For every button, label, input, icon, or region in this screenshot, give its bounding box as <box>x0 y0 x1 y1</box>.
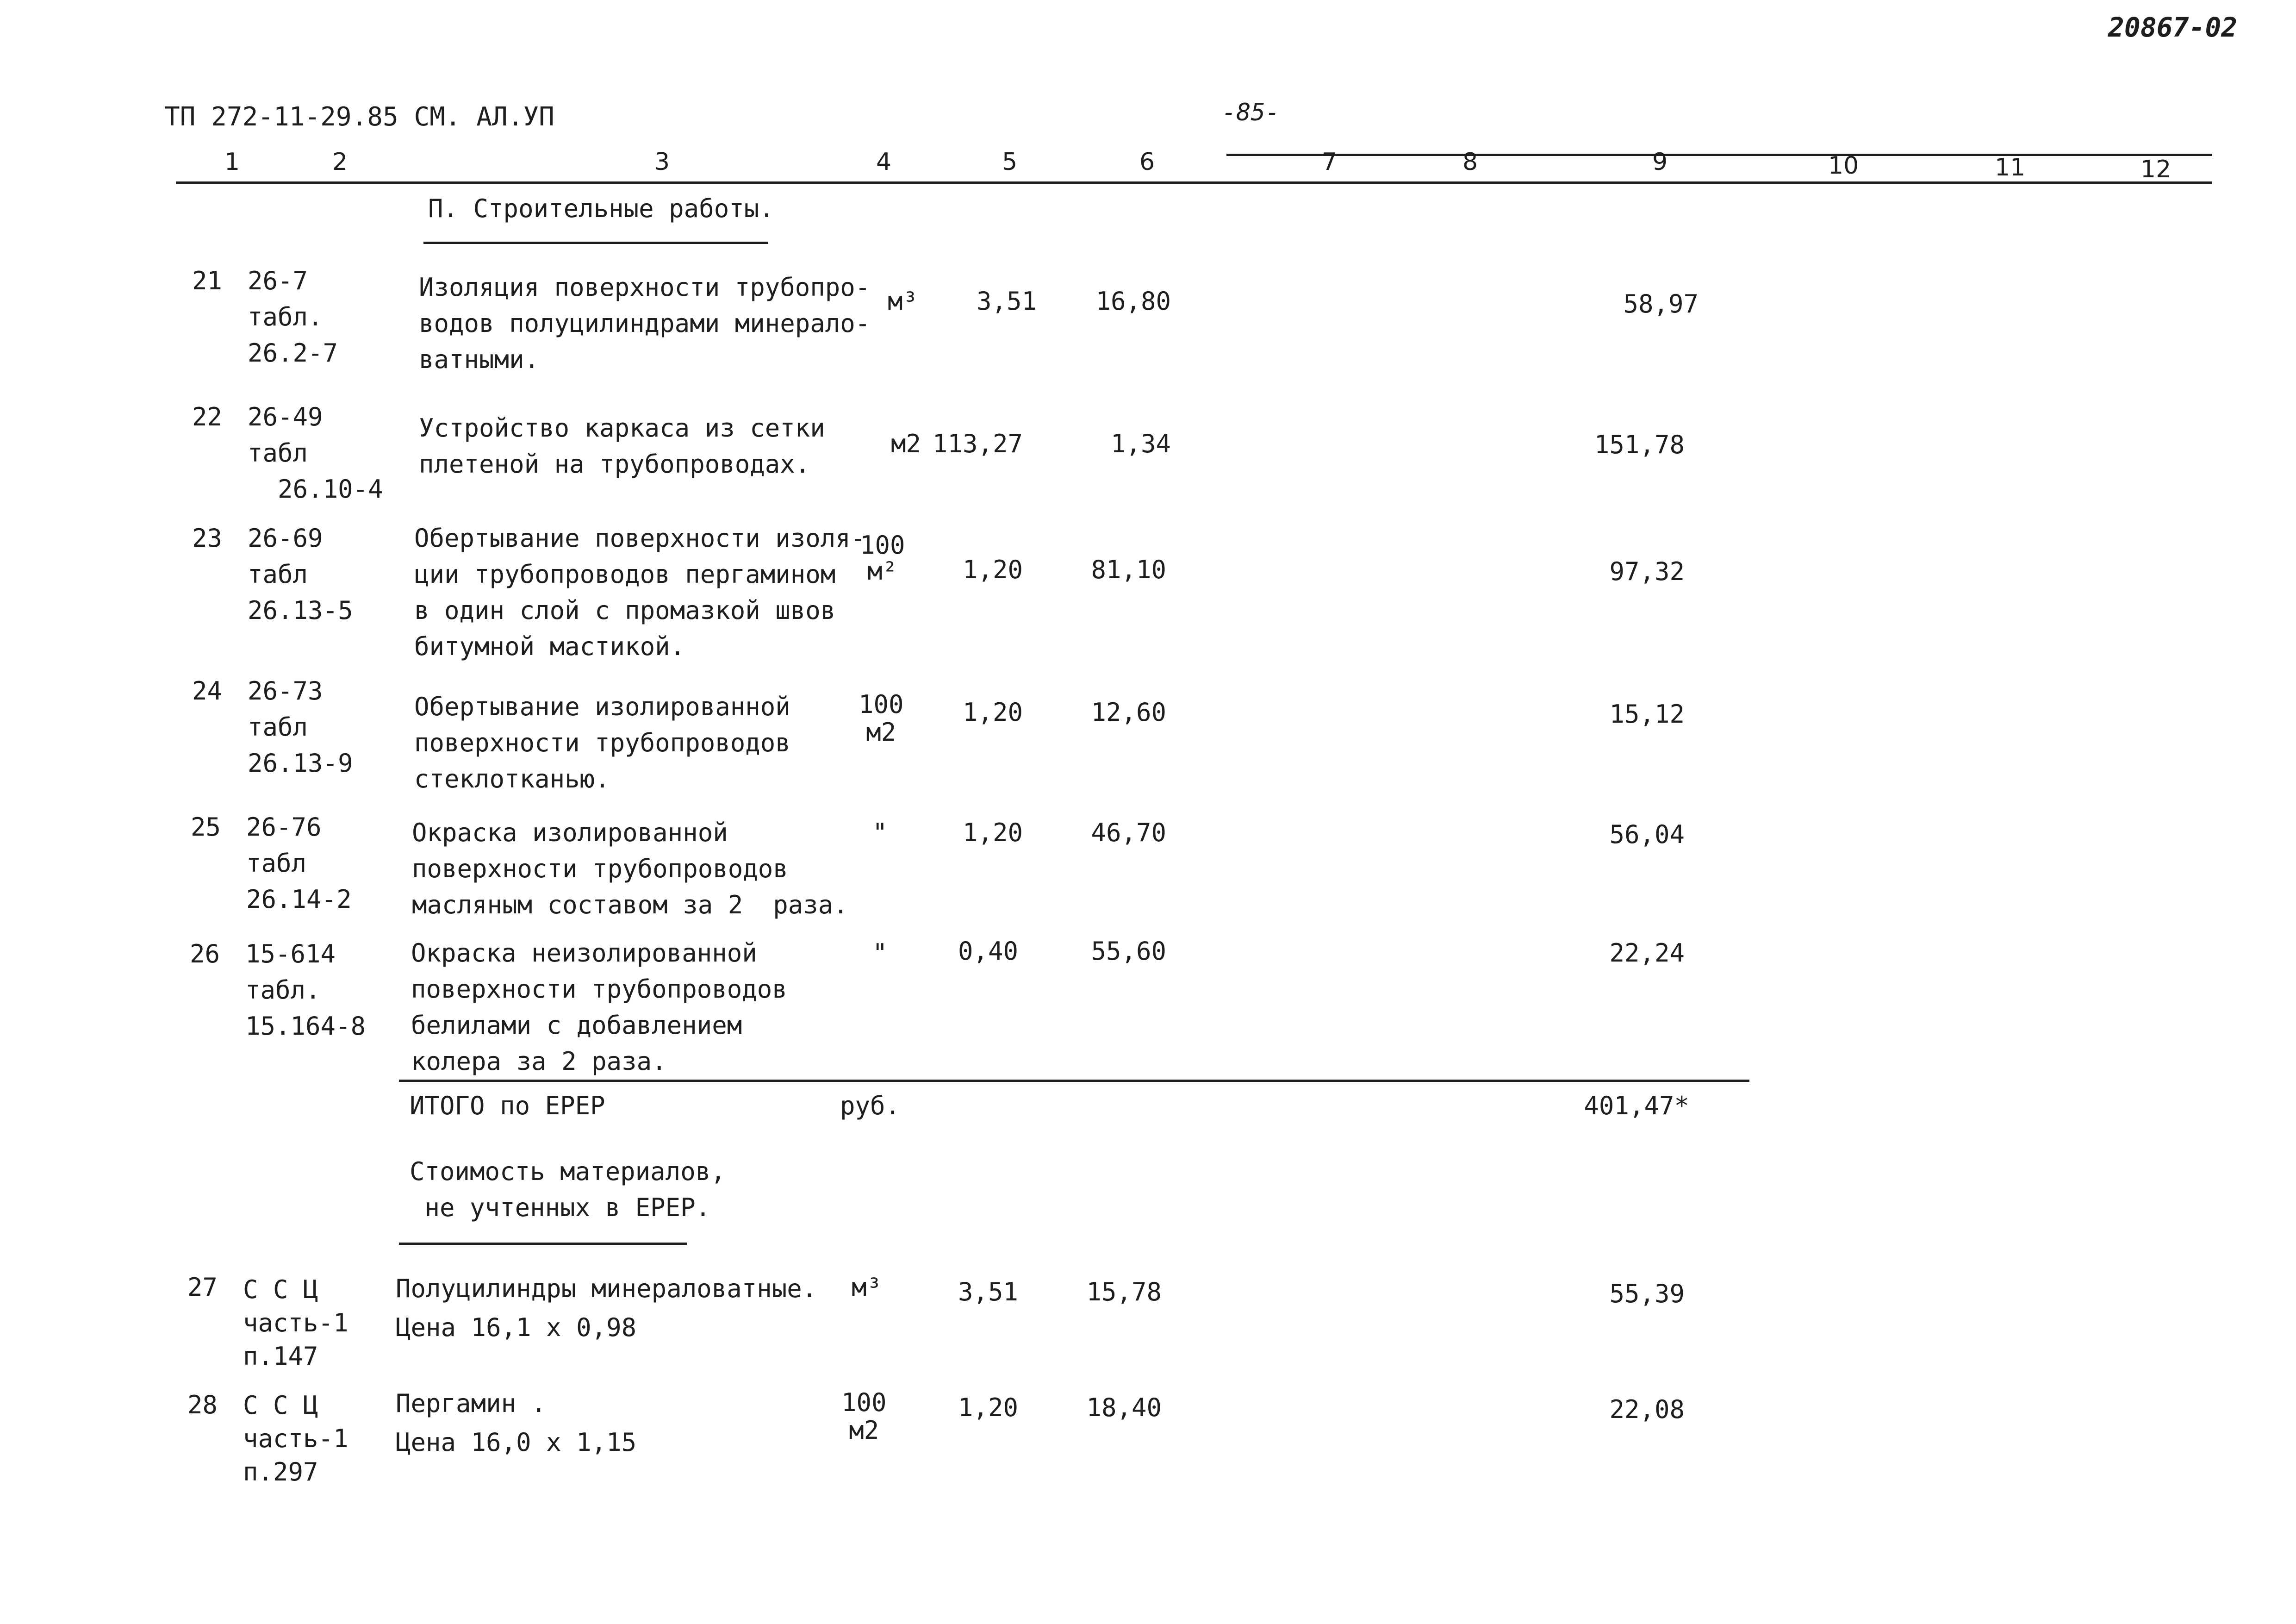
row-number: 25 <box>191 812 221 842</box>
norm-code-line: табл. <box>245 975 321 1005</box>
materials-heading <box>410 1154 726 1226</box>
work-description <box>414 689 790 797</box>
column-number: 3 <box>654 148 670 176</box>
unit-price: 18,40 <box>1086 1393 1162 1422</box>
norm-code-line: табл. <box>248 302 323 331</box>
unit: м2 <box>891 429 921 458</box>
norm-code <box>245 936 366 1044</box>
column-number: 11 <box>1995 154 2026 181</box>
norm-code-line: часть-1 <box>243 1308 348 1337</box>
row-number: 23 <box>192 524 223 553</box>
column-number: 10 <box>1828 152 1859 180</box>
quantity: 1,20 <box>958 1393 1018 1422</box>
unit-price: 1,34 <box>1110 429 1171 458</box>
total-cost: 56,04 <box>1609 820 1685 849</box>
unit-price: 81,10 <box>1091 555 1166 584</box>
work-description <box>414 520 865 665</box>
unit-ditto-mark: " <box>872 938 888 968</box>
unit-line: 100 <box>841 1388 887 1417</box>
norm-code-line: 26-69 <box>248 524 323 553</box>
archive-stamp: 20867-02 <box>2108 12 2238 43</box>
norm-code <box>248 673 353 781</box>
row-number: 22 <box>192 402 223 431</box>
subtotal-label: ИТОГО по ЕРЕР <box>410 1091 605 1120</box>
unit-line: 100 <box>860 531 905 560</box>
norm-code-line: 26-7 <box>248 266 308 295</box>
quantity: 1,20 <box>962 818 1023 847</box>
quantity: 3,51 <box>958 1277 1018 1306</box>
subtotal-total: 401,47* <box>1584 1091 1689 1120</box>
header-bottom-rule <box>176 181 2212 184</box>
description-line: Цена 16,0 х 1,15 <box>396 1428 637 1457</box>
unit-price: 16,80 <box>1095 287 1171 316</box>
description-line: поверхности трубопроводов <box>412 854 788 883</box>
row-number: 24 <box>192 676 223 706</box>
row-number: 28 <box>187 1390 218 1419</box>
work-description <box>419 410 825 482</box>
unit <box>859 691 904 746</box>
unit-line: м² <box>867 556 898 586</box>
materials-heading-line: Стоимость материалов, <box>410 1157 726 1186</box>
unit <box>841 1389 887 1444</box>
unit-price: 55,60 <box>1091 937 1166 966</box>
unit-price: 12,60 <box>1091 698 1166 727</box>
materials-heading-underline <box>399 1243 687 1245</box>
description-line: Полуцилиндры минераловатные. <box>396 1274 817 1303</box>
norm-code-line: 15.164-8 <box>245 1012 366 1041</box>
description-line: ватными. <box>419 345 540 374</box>
quantity: 1,20 <box>962 555 1023 584</box>
total-cost: 22,08 <box>1609 1395 1685 1424</box>
norm-code-line: 26-76 <box>246 812 322 842</box>
row-number: 26 <box>190 939 220 968</box>
column-number: 9 <box>1652 148 1668 176</box>
description-line: Обертывание поверхности изоля- <box>414 524 866 553</box>
norm-code-line: табл <box>248 712 308 742</box>
quantity: 113,27 <box>932 429 1023 458</box>
description-line: масляным составом за 2 раза. <box>412 890 848 919</box>
quantity: 0,40 <box>958 937 1018 966</box>
material-description <box>396 1384 636 1462</box>
column-number: 7 <box>1322 148 1338 176</box>
unit: м³ <box>888 287 918 316</box>
description-line: битумной мастикой. <box>414 632 685 661</box>
norm-code <box>243 1273 348 1373</box>
column-number: 8 <box>1462 148 1478 176</box>
norm-code-line: п.147 <box>243 1342 318 1371</box>
norm-code-line: 26.2-7 <box>248 338 338 368</box>
work-description <box>419 269 870 378</box>
column-number: 6 <box>1139 148 1155 176</box>
norm-code <box>243 1389 348 1489</box>
unit-price: 15,78 <box>1086 1277 1162 1306</box>
description-line: Окраска неизолированной <box>411 938 757 968</box>
total-cost: 15,12 <box>1609 700 1685 729</box>
norm-code-line: 26-73 <box>248 676 323 706</box>
description-line: поверхности трубопроводов <box>411 974 787 1004</box>
norm-code-line: 26.14-2 <box>246 885 352 914</box>
page-number: -85- <box>1222 99 1280 126</box>
norm-code-line: часть-1 <box>243 1424 348 1453</box>
unit <box>860 532 905 584</box>
column-number: 1 <box>224 148 240 176</box>
column-number: 2 <box>332 148 348 176</box>
subtotal-unit: руб. <box>840 1091 901 1120</box>
materials-heading-line: не учтенных в ЕРЕР. <box>410 1193 711 1222</box>
norm-code-line: 26-49 <box>248 402 323 431</box>
description-line: Окраска изолированной <box>412 818 728 847</box>
description-line: Обертывание изолированной <box>414 692 790 721</box>
description-line: Устройство каркаса из сетки <box>419 413 825 443</box>
section-title: П. Строительные работы. <box>428 194 774 223</box>
description-line: в один слой с промазкой швов <box>414 596 836 625</box>
work-description <box>411 935 787 1080</box>
description-line: плетеной на трубопроводах. <box>419 450 810 479</box>
unit-ditto-mark: " <box>872 818 888 847</box>
description-line: белилами с добавлением <box>411 1011 742 1040</box>
description-line: водов полуцилиндрами минерало- <box>419 309 871 338</box>
material-description <box>396 1269 817 1347</box>
unit-line: м2 <box>866 718 896 747</box>
norm-code-line: 26.10-4 <box>278 475 383 504</box>
document-code: ТП 272-11-29.85 СМ. АЛ.УП <box>164 102 554 132</box>
norm-code <box>246 809 352 918</box>
total-cost: 151,78 <box>1594 430 1685 459</box>
total-cost: 97,32 <box>1609 557 1685 586</box>
description-line: стеклотканью. <box>414 764 610 793</box>
section-title-underline <box>423 242 768 244</box>
norm-code-line: С С Ц <box>243 1275 318 1304</box>
quantity: 1,20 <box>962 698 1023 727</box>
description-line: поверхности трубопроводов <box>414 728 790 757</box>
row-number: 21 <box>192 266 223 295</box>
row-number: 27 <box>187 1273 218 1302</box>
unit-line: 100 <box>859 690 904 719</box>
norm-code <box>248 263 338 371</box>
header-top-rule <box>1226 154 2212 156</box>
norm-code <box>248 399 383 507</box>
unit-line: м2 <box>849 1416 879 1445</box>
description-line: Цена 16,1 х 0,98 <box>396 1313 637 1342</box>
norm-code-line: С С Ц <box>243 1391 318 1420</box>
norm-code-line: 15-614 <box>245 939 336 968</box>
norm-code-line: табл <box>248 438 308 468</box>
norm-code-line: табл <box>248 560 308 589</box>
column-number: 4 <box>876 148 892 176</box>
norm-code-line: 26.13-5 <box>248 596 353 625</box>
total-cost: 58,97 <box>1623 289 1699 319</box>
description-line: Пергамин . <box>396 1389 547 1418</box>
norm-code <box>248 520 353 629</box>
total-cost: 55,39 <box>1609 1279 1685 1308</box>
description-line: колера за 2 раза. <box>411 1047 667 1076</box>
norm-code-line: 26.13-9 <box>248 749 353 778</box>
unit-price: 46,70 <box>1091 818 1166 847</box>
column-number: 12 <box>2140 156 2172 183</box>
norm-code-line: табл <box>246 849 307 878</box>
unit: м³ <box>852 1273 882 1302</box>
norm-code-line: п.297 <box>243 1457 318 1487</box>
work-description <box>412 815 848 923</box>
total-cost: 22,24 <box>1609 938 1685 968</box>
column-number: 5 <box>1002 148 1018 176</box>
subtotal-rule <box>399 1080 1749 1082</box>
description-line: ции трубопроводов пергамином <box>414 560 836 589</box>
description-line: Изоляция поверхности трубопро- <box>419 273 871 302</box>
quantity: 3,51 <box>976 287 1037 316</box>
